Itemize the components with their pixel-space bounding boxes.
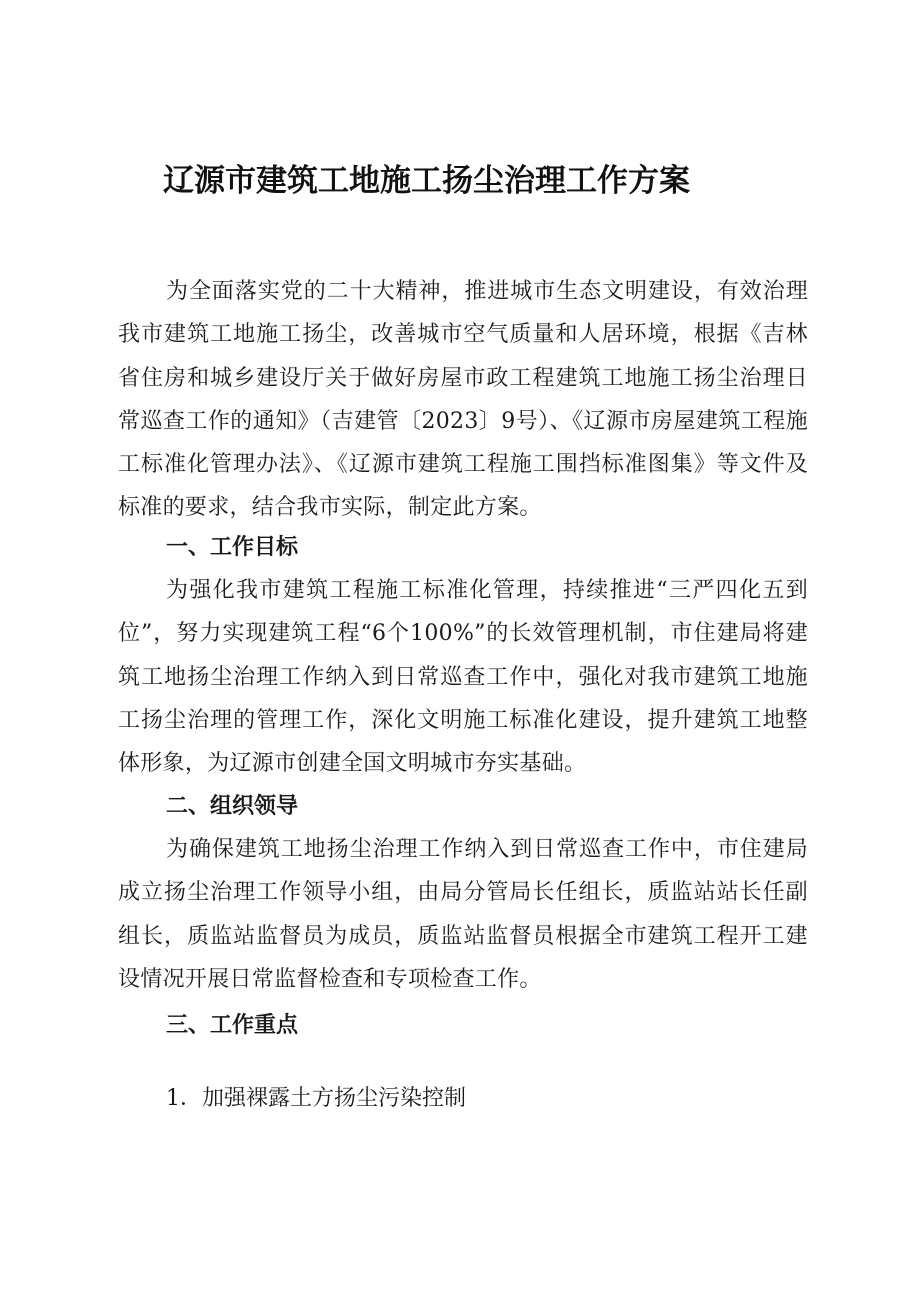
document-title: 辽源市建筑工地施工扬尘治理工作方案 — [163, 163, 690, 199]
section-heading-organization: 二、组织领导 — [166, 794, 299, 819]
section-heading-focus: 三、工作重点 — [166, 1013, 299, 1038]
section-body-organization: 为确保建筑工地扬尘治理工作纳入到日常巡查工作中，市住建局成立扬尘治理工作领导小组，由局分管局长任组长，质监站站长任副组长，质监站监督员为成员，质监站监督员根据全市建筑工程开工建设情况开展日常监督检查和专项检查工作。 — [118, 837, 808, 992]
intro-paragraph: 为全面落实党的二十大精神，推进城市生态文明建设，有效治理我市建筑工地施工扬尘，改善城市空气质量和人居环境，根据《吉林省住房和城乡建设厅关于做好房屋市政工程建筑工地施工扬尘治理日常巡查工作的通知》（吉建管〔2023〕9号）、《辽源市房屋建筑工程施工标准化管理办法》、《辽源市建筑工程施工围挡标准图集》等文件及标准的要求，结合我市实际，制定此方案。 — [118, 279, 808, 521]
focus-item-1: 1．加强裸露土方扬尘污染控制 — [166, 1086, 466, 1111]
section-heading-goals: 一、工作目标 — [166, 535, 299, 560]
section-body-goals: 为强化我市建筑工程施工标准化管理，持续推进“三严四化五到位”，努力实现建筑工程“6个100%”的长效管理机制，市住建局将建筑工地扬尘治理工作纳入到日常巡查工作中，强化对我市建筑工地施工扬尘治理的管理工作，深化文明施工标准化建设，提升建筑工地整体形象，为辽源市创建全国文明城市夯实基础。 — [118, 578, 808, 777]
